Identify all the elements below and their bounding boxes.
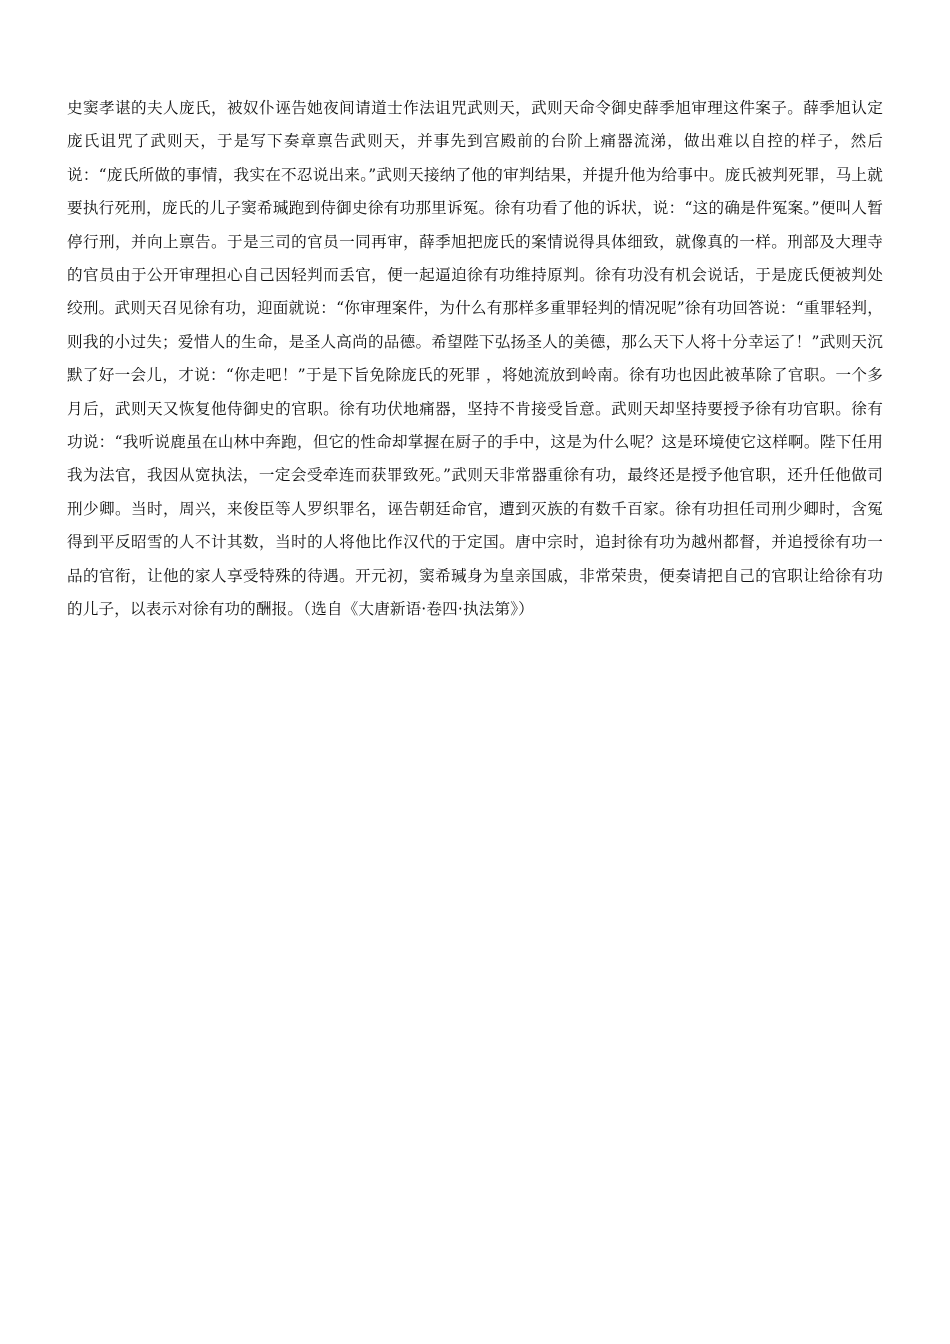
body-paragraph: 史窦孝谌的夫人庞氏，被奴仆诬告她夜间请道士作法诅咒武则天，武则天命令御史薛季旭审理这件案子。薛季旭认定庞氏诅咒了武则天，于是写下奏章禀告武则天，并事先到宫殿前的台阶上痛器流涕，做出难以自控的样子，然后说：“庞氏所做的事情，我实在不忍说出来。”武则天接纳了他的审判结果，并提升他为给事中。庞氏被判死罪，马上就要执行死刑，庞氏的儿子窦希瑊跑到侍御史徐有功那里诉冤。徐有功看了他的诉状，说：“这的确是件冤案。”便叫人暂停行刑，并向上禀告。于是三司的官员一同再审，薛季旭把庞氏的案情说得具体细致，就像真的一样。刑部及大理寺的官员由于公开审理担心自己因轻判而丢官，便一起逼迫徐有功维持原判。徐有功没有机会说话，于是庞氏便被判处绞刑。武则天召见徐有功，迎面就说：“你审理案件，为什么有那样多重罪轻判的情况呢”徐有功回答说：“重罪轻判，则我的小过失；爱惜人的生命，是圣人高尚的品德。希望陛下弘扬圣人的美德，那么天下人将十分幸运了！”武则天沉默了好一会儿，才说：“你走吧！”于是下旨免除庞氏的死罪 ，将她流放到岭南。徐有功也因此被革除了官职。一个多月后，武则天又恢复他侍御史的官职。徐有功伏地痛器，坚持不肯接受旨意。武则天却坚持要授予徐有功官职。徐有功说：“我听说鹿虽在山林中奔跑，但它的性命却掌握在厨子的手中，这是为什么呢？这是环境使它这样啊。陛下任用我为法官，我因从宽执法，一定会受牵连而获罪致死。”武则天非常器重徐有功，最终还是授予他官职，还升任他做司刑少卿。当时，周兴，来俊臣等人罗织罪名，诬告朝廷命官，遭到灭族的有数千百家。徐有功担任司刑少卿时，含冤得到平反昭雪的人不计其数，当时的人将他比作汉代的于定国。唐中宗时，追封徐有功为越州都督，并追授徐有功一品的官衔，让他的家人享受特殊的待遇。开元初，窦希瑊身为皇亲国戚，非常荣贵，便奏请把自己的官职让给徐有功的儿子，以表示对徐有功的酬报。（选自《大唐新语·卷四·执法第》） (67, 99, 883, 619)
document-page (67, 92, 883, 627)
